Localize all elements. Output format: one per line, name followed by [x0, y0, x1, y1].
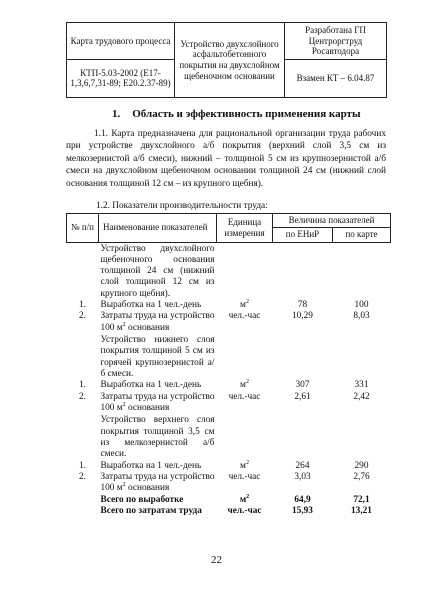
empty-cell	[273, 334, 333, 380]
row-name-sup: 2	[122, 482, 126, 489]
col-header-enir: по ЕНиР	[273, 228, 333, 242]
total-enir-text: 64,9	[294, 494, 311, 505]
empty-cell	[273, 414, 333, 460]
col-header-values: Величина показателей	[273, 214, 391, 228]
row-unit-text: м	[240, 300, 246, 311]
row-number-text: 1.	[79, 300, 86, 311]
row-unit-sup: 2	[245, 379, 249, 386]
group-title-text: Устройство двухслойного щебеночного основания толщиной 24 см (нижний слой толщиной 12 см из крупного щебня).	[100, 243, 215, 299]
total-enir	[273, 506, 333, 517]
row-enir	[273, 461, 333, 472]
row-name	[99, 461, 217, 472]
productivity-table	[66, 213, 391, 517]
row-unit-text: чел.-час	[228, 311, 261, 322]
page-number: 22	[211, 554, 222, 566]
row-name-text: Выработка на 1 чел.-день	[100, 300, 202, 311]
row-unit-sup: 2	[245, 299, 249, 306]
total-unit-text: чел.-час	[227, 506, 262, 517]
section-title: Область и эффективность применения карты	[132, 108, 361, 120]
empty-cell	[67, 495, 99, 506]
row-name-tail: основания	[125, 322, 170, 333]
row-enir-text: 307	[295, 380, 310, 391]
row-enir-text: 3,03	[294, 472, 311, 483]
total-enir-text: 15,93	[292, 506, 313, 517]
total-card	[333, 506, 391, 517]
row-enir-text: 2,61	[294, 391, 311, 402]
group-title	[99, 334, 217, 380]
total-name-text: Всего по затратам труда	[100, 506, 202, 517]
row-enir	[273, 472, 333, 495]
row-unit	[217, 300, 273, 311]
group-title	[99, 242, 217, 300]
row-name-text: Затраты труда на устройство 100 м	[100, 391, 215, 414]
total-unit	[217, 506, 273, 517]
row-unit-sup: 2	[245, 459, 249, 466]
total-unit	[217, 495, 273, 506]
empty-cell	[273, 242, 333, 300]
row-name-sup: 2	[122, 402, 126, 408]
table-row	[67, 380, 391, 391]
row-card	[333, 472, 391, 495]
row-enir-text: 264	[295, 460, 310, 471]
row-card	[333, 380, 391, 391]
total-unit-text: м	[239, 494, 247, 505]
row-name-text: Затраты труда на устройство 100 м	[100, 311, 215, 333]
empty-cell	[333, 334, 391, 380]
row-unit	[217, 392, 273, 415]
table-total-row	[67, 495, 391, 506]
row-card-text: 8,03	[353, 311, 370, 322]
row-number	[67, 311, 99, 334]
row-name-tail: основания	[125, 483, 170, 494]
row-unit-text: чел.-час	[228, 391, 261, 402]
header-map-title: Карта трудового процесса	[67, 23, 175, 60]
col-header-card: по карте	[333, 228, 391, 242]
header-work-title: Устройство двухслойного асфальтобетонного покрытия на двухслойном щебеночном основании	[175, 23, 285, 98]
table-group-title-row	[67, 414, 391, 460]
row-number	[67, 380, 99, 391]
empty-cell	[333, 242, 391, 300]
empty-cell	[217, 242, 273, 300]
total-name-text: Всего по выработке	[100, 494, 184, 505]
header-replaces: Взамен КТ – 6.04.87	[285, 59, 387, 97]
row-unit	[217, 311, 273, 334]
row-card	[333, 461, 391, 472]
row-name-tail: основания	[125, 403, 170, 414]
row-unit	[217, 380, 273, 391]
total-name	[99, 506, 217, 517]
row-card-text: 331	[354, 380, 369, 391]
row-name	[99, 380, 217, 391]
table-row	[67, 461, 391, 472]
header-developer: Разработана ГП Центроргтруд Росавтодора	[285, 23, 387, 60]
group-title-text: Устройство нижнего слоя покрытия толщиной 5 см из горячей крупнозернистой а/б смеси.	[100, 335, 215, 380]
section-heading	[112, 108, 361, 122]
row-name-sup: 2	[122, 321, 126, 328]
total-unit-sup: 2	[246, 493, 250, 500]
row-enir	[273, 311, 333, 334]
row-number-text: 1.	[79, 460, 86, 471]
row-unit	[217, 461, 273, 472]
row-name-text: Выработка на 1 чел.-день	[100, 380, 202, 391]
row-card	[333, 311, 391, 334]
row-number	[67, 461, 99, 472]
row-unit-text: м	[240, 380, 246, 391]
row-name-text: Затраты труда на устройство 100 м	[100, 472, 215, 494]
row-enir	[273, 392, 333, 415]
table-row	[67, 311, 391, 334]
total-name	[99, 495, 217, 506]
total-card-text: 72,1	[353, 494, 370, 505]
table-group-title-row	[67, 242, 391, 300]
row-name	[99, 392, 217, 415]
empty-cell	[67, 242, 99, 300]
group-title	[99, 414, 217, 460]
paragraph-1-2: 1.2. Показатели производительности труда:	[96, 201, 268, 211]
empty-cell	[67, 506, 99, 517]
group-title-text: Устройство верхнего слоя покрытия толщиной 3,5 см из мелкозернистой а/б смеси.	[100, 415, 215, 460]
col-header-num: № п/п	[67, 214, 99, 243]
row-unit-text: чел.-час	[228, 472, 261, 483]
row-card-text: 100	[354, 300, 369, 311]
section-number: 1.	[112, 108, 121, 120]
table-row	[67, 392, 391, 415]
row-card-text: 2,42	[353, 391, 370, 402]
row-enir	[273, 380, 333, 391]
row-number	[67, 392, 99, 415]
empty-cell	[67, 334, 99, 380]
table-group-title-row	[67, 334, 391, 380]
row-number-text: 2.	[79, 391, 86, 402]
row-number-text: 2.	[79, 472, 86, 483]
row-enir	[273, 300, 333, 311]
header-table	[66, 22, 387, 98]
row-card	[333, 300, 391, 311]
row-card-text: 290	[354, 460, 369, 471]
total-enir	[273, 495, 333, 506]
row-unit-text: м	[240, 460, 246, 471]
col-header-unit: Единица измерения	[217, 214, 273, 243]
row-card	[333, 392, 391, 415]
row-name-text: Выработка на 1 чел.-день	[100, 460, 202, 471]
paragraph-1-1: 1.1. Карта предназначена для рациональной организации труда рабочих при устройстве двухслойного а/б покрытия (верхний слой 3,5 см из мелкозернистой а/б смеси), нижний – толщиной 5 см из крупнозернистой а/б смеси на двухслойном щебеночном основании толщиной 24 см (нижний слой основания толщиной 12 см – из крупного щебня).	[66, 129, 386, 189]
col-header-name: Наименование показателей	[99, 214, 217, 243]
row-number	[67, 300, 99, 311]
empty-cell	[67, 414, 99, 460]
row-name	[99, 472, 217, 495]
table-body	[67, 242, 391, 517]
total-card-text: 13,21	[351, 506, 372, 517]
row-unit	[217, 472, 273, 495]
table-row	[67, 472, 391, 495]
empty-cell	[217, 414, 273, 460]
header-code: КТП-5.03-2002 (Е17-1,3,6,7,31-89; Е20.2.37-89)	[67, 59, 175, 97]
row-number-text: 2.	[79, 311, 86, 322]
row-name	[99, 311, 217, 334]
row-name	[99, 300, 217, 311]
row-number	[67, 472, 99, 495]
empty-cell	[333, 414, 391, 460]
row-card-text: 2,76	[353, 472, 370, 483]
row-enir-text: 78	[297, 300, 308, 311]
empty-cell	[217, 334, 273, 380]
total-card	[333, 495, 391, 506]
table-total-row	[67, 506, 391, 517]
row-enir-text: 10,29	[292, 311, 313, 322]
row-number-text: 1.	[79, 380, 86, 391]
table-row	[67, 300, 391, 311]
